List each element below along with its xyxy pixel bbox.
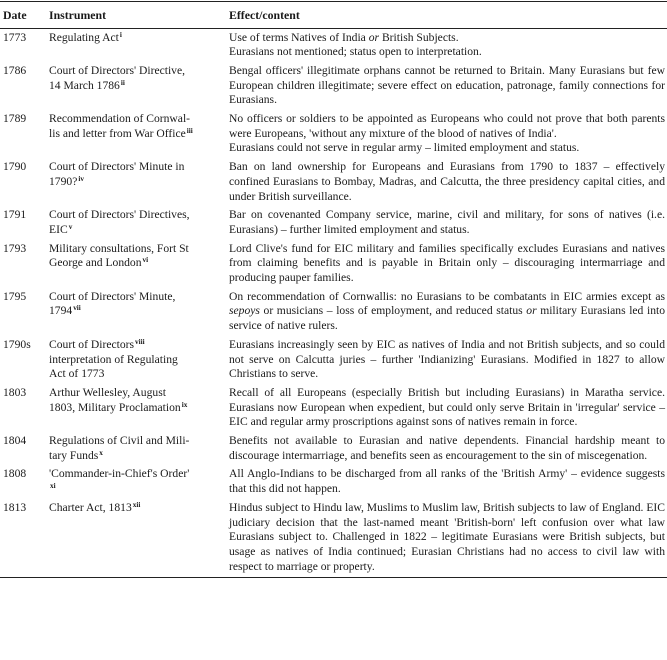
effect-text: Bengal officers' illegitimate orphans cannot be returned to Britain. Many Eurasians but few European children illegitimate; severe effect on education, patronage, family connections for Eurasians.	[229, 63, 665, 107]
date-cell: 1790s	[3, 337, 31, 351]
date-cell: 1786	[3, 63, 27, 77]
effect-paragraph	[229, 160, 665, 204]
instrument-line	[49, 112, 223, 127]
header-instrument: Instrument	[46, 2, 226, 29]
instrument-line	[49, 290, 223, 305]
instrument-text: Regulations of Civil and Mili-	[49, 434, 190, 448]
date-cell: 1804	[3, 434, 27, 448]
instrument-line	[49, 127, 223, 142]
emphasis-text: or	[368, 30, 380, 44]
instrument-cell	[46, 207, 226, 240]
instrument-text: Charter Act, 1813	[49, 500, 132, 514]
effect-cell	[226, 62, 667, 110]
effect-paragraph	[229, 141, 665, 156]
date-cell: 1803	[3, 385, 27, 399]
instrument-text: 1790?	[49, 174, 78, 188]
instrument-text: Act of 1773	[49, 367, 105, 381]
instrument-text: Regulating Act	[49, 30, 119, 44]
effect-cell	[226, 432, 667, 465]
instrument-line	[49, 256, 223, 271]
instrument-line	[49, 449, 223, 464]
footnote-ref: xii	[132, 500, 141, 509]
instrument-text: Military consultations, Fort St	[49, 241, 189, 255]
effect-cell	[226, 336, 667, 384]
effect-paragraph	[229, 290, 665, 334]
footnote-ref: ii	[120, 78, 125, 87]
table-body	[0, 29, 667, 578]
instrument-text: 'Commander-in-Chief's Order'	[49, 467, 190, 481]
table-row	[0, 240, 667, 288]
table-row	[0, 288, 667, 336]
instrument-cell	[46, 62, 226, 110]
effect-text: Use of terms Natives of India	[229, 30, 369, 44]
table-row	[0, 336, 667, 384]
effect-paragraph	[229, 434, 665, 463]
instrument-line	[49, 482, 223, 497]
instrument-cell	[46, 159, 226, 207]
instrument-line	[49, 401, 223, 416]
instrument-line	[49, 208, 223, 223]
instrument-line	[49, 353, 223, 368]
instrument-text: 1794	[49, 304, 73, 318]
instrument-line	[49, 367, 223, 382]
date-cell: 1789	[3, 112, 27, 126]
legislation-table	[0, 1, 667, 578]
instrument-text: 1803, Military Proclamation	[49, 400, 181, 414]
effect-text: Eurasians could not serve in regular army – limited employment and status.	[229, 141, 580, 155]
effect-paragraph	[229, 242, 665, 286]
instrument-cell	[46, 384, 226, 432]
instrument-text: EIC	[49, 222, 68, 236]
footnote-ref: iii	[186, 126, 193, 135]
header-date: Date	[0, 2, 46, 29]
instrument-line	[49, 175, 223, 190]
effect-paragraph	[229, 64, 665, 108]
footnote-ref: iv	[78, 174, 84, 183]
instrument-line	[49, 467, 223, 482]
instrument-line	[49, 434, 223, 449]
instrument-line	[49, 31, 223, 46]
effect-cell	[226, 499, 667, 577]
effect-cell	[226, 159, 667, 207]
table-row	[0, 62, 667, 110]
effect-paragraph	[229, 386, 665, 430]
footnote-ref: vi	[142, 256, 149, 265]
effect-text: Eurasians increasingly seen by EIC as natives of India and not British subjects, and so could not serve on Calcutta juries – further 'Indianizing' Eurasians. Modified in 1827 to allow Christians to serve.	[229, 337, 665, 381]
instrument-text: Court of Directors	[49, 337, 135, 351]
table-row	[0, 29, 667, 63]
effect-paragraph	[229, 31, 665, 46]
effect-text: British Subjects.	[379, 30, 459, 44]
instrument-text: Court of Directors' Minute in	[49, 160, 185, 174]
table-row	[0, 159, 667, 207]
effect-paragraph	[229, 112, 665, 141]
instrument-text: lis and letter from War Office	[49, 126, 186, 140]
instrument-text: Court of Directors' Directives,	[49, 208, 190, 222]
effect-text: On recommendation of Cornwallis: no Eurasians to be combatants in EIC armies except as	[229, 289, 665, 303]
instrument-cell	[46, 29, 226, 63]
footnote-ref: xi	[50, 482, 56, 491]
instrument-line	[49, 242, 223, 257]
table-header-row	[0, 2, 667, 29]
date-cell: 1813	[0, 499, 46, 577]
effect-cell	[226, 384, 667, 432]
effect-text: No officers or soldiers to be appointed as Europeans who could not prove that both parents were Europeans, 'without any mixture of the blood of natives of India'.	[229, 112, 665, 140]
table-row	[0, 110, 667, 158]
footnote-ref: i	[119, 30, 122, 39]
effect-paragraph	[229, 467, 665, 496]
header-effect: Effect/content	[226, 2, 667, 29]
effect-text: All Anglo-Indians to be discharged from all ranks of the 'British Army' – evidence suggests that this did not happen.	[229, 467, 665, 496]
effect-cell	[226, 29, 667, 63]
effect-text: Ban on land ownership for Europeans and Eurasians from 1790 to 1837 – effectively confined Eurasians to Bombay, Madras, and Calcutta, the three presidency capital cities, and under British surveillance.	[229, 160, 665, 203]
table-row	[0, 207, 667, 240]
effect-text: military Eurasians led into service of native rulers.	[229, 304, 666, 333]
effect-text: or musicians – loss of employment, and reduced status	[259, 304, 527, 318]
instrument-cell	[46, 336, 226, 384]
emphasis-text: or	[526, 304, 537, 318]
effect-text: Recall of all Europeans (especially British but including Eurasians) in Maratha service. Eurasians now European when expedient, but could only serve Britain in 'irregular' service – EIC and regular army proscriptions against sons of natives remain in force.	[229, 385, 665, 429]
instrument-line	[49, 64, 223, 79]
date-cell: 1791	[3, 208, 27, 222]
instrument-cell	[46, 110, 226, 158]
instrument-text: 14 March 1786	[49, 78, 120, 92]
instrument-text: Court of Directors' Minute,	[49, 289, 176, 303]
instrument-cell	[46, 288, 226, 336]
instrument-line	[49, 501, 223, 516]
instrument-text: Arthur Wellesley, August	[49, 385, 166, 399]
table-row	[0, 384, 667, 432]
instrument-line	[49, 338, 223, 353]
instrument-cell	[46, 466, 226, 499]
effect-cell	[226, 288, 667, 336]
footnote-ref: vii	[73, 304, 81, 313]
instrument-text: Court of Directors' Directive,	[49, 63, 186, 77]
table-row	[0, 432, 667, 465]
table-row	[0, 499, 667, 577]
table-row	[0, 466, 667, 499]
instrument-text: Recommendation of Cornwal-	[49, 112, 191, 126]
date-cell: 1808	[3, 467, 27, 481]
instrument-cell	[46, 432, 226, 465]
footnote-ref: viii	[135, 337, 145, 346]
effect-paragraph	[229, 501, 665, 575]
instrument-line	[49, 386, 223, 401]
effect-cell	[226, 110, 667, 158]
footnote-ref: ix	[181, 400, 188, 409]
effect-text: Benefits not available to Eurasian and native dependents. Financial hardship meant to discourage intermarriage, and benefits seen as encouragement to the sin of miscegenation.	[229, 434, 665, 462]
effect-cell	[226, 207, 667, 240]
effect-text: Eurasians not mentioned; status open to interpretation.	[229, 45, 482, 59]
instrument-text: tary Funds	[49, 448, 99, 462]
instrument-cell	[46, 499, 226, 577]
effect-paragraph	[229, 208, 665, 237]
effect-text: Lord Clive's fund for EIC military and families specifically excludes Eurasians and natives from claiming benefits and is payable in Britain only – discouraging intermarriage and producing pauper families.	[229, 241, 665, 285]
emphasis-text: sepoys	[229, 304, 260, 318]
instrument-line	[49, 160, 223, 175]
footnote-ref: x	[99, 448, 103, 457]
instrument-text: George and London	[49, 256, 142, 270]
effect-paragraph	[229, 45, 665, 60]
date-cell: 1773	[3, 30, 27, 44]
instrument-line	[49, 223, 223, 238]
effect-cell	[226, 240, 667, 288]
date-cell: 1790	[3, 160, 27, 174]
date-cell: 1793	[3, 241, 27, 255]
effect-paragraph	[229, 338, 665, 382]
instrument-line	[49, 79, 223, 94]
date-cell: 1795	[3, 289, 27, 303]
instrument-cell	[46, 240, 226, 288]
effect-cell	[226, 466, 667, 499]
effect-text: Hindus subject to Hindu law, Muslims to Muslim law, British subjects to law of England. EIC judiciary decision that the last-named meant 'British-born' left confusion over what law Eurasians subject to. Challenged in 1822 – legitimate Eurasians were British subjects, but usage as natives of India continued; Eurasian Christians had no access to civil law with respect to marriage or property.	[229, 500, 665, 573]
instrument-line	[49, 304, 223, 319]
footnote-ref: v	[68, 222, 73, 231]
instrument-text: interpretation of Regulating	[49, 352, 178, 366]
effect-text: Bar on covenanted Company service, marine, civil and military, for sons of natives (i.e. Eurasians) – further limited employment and status.	[229, 208, 665, 236]
